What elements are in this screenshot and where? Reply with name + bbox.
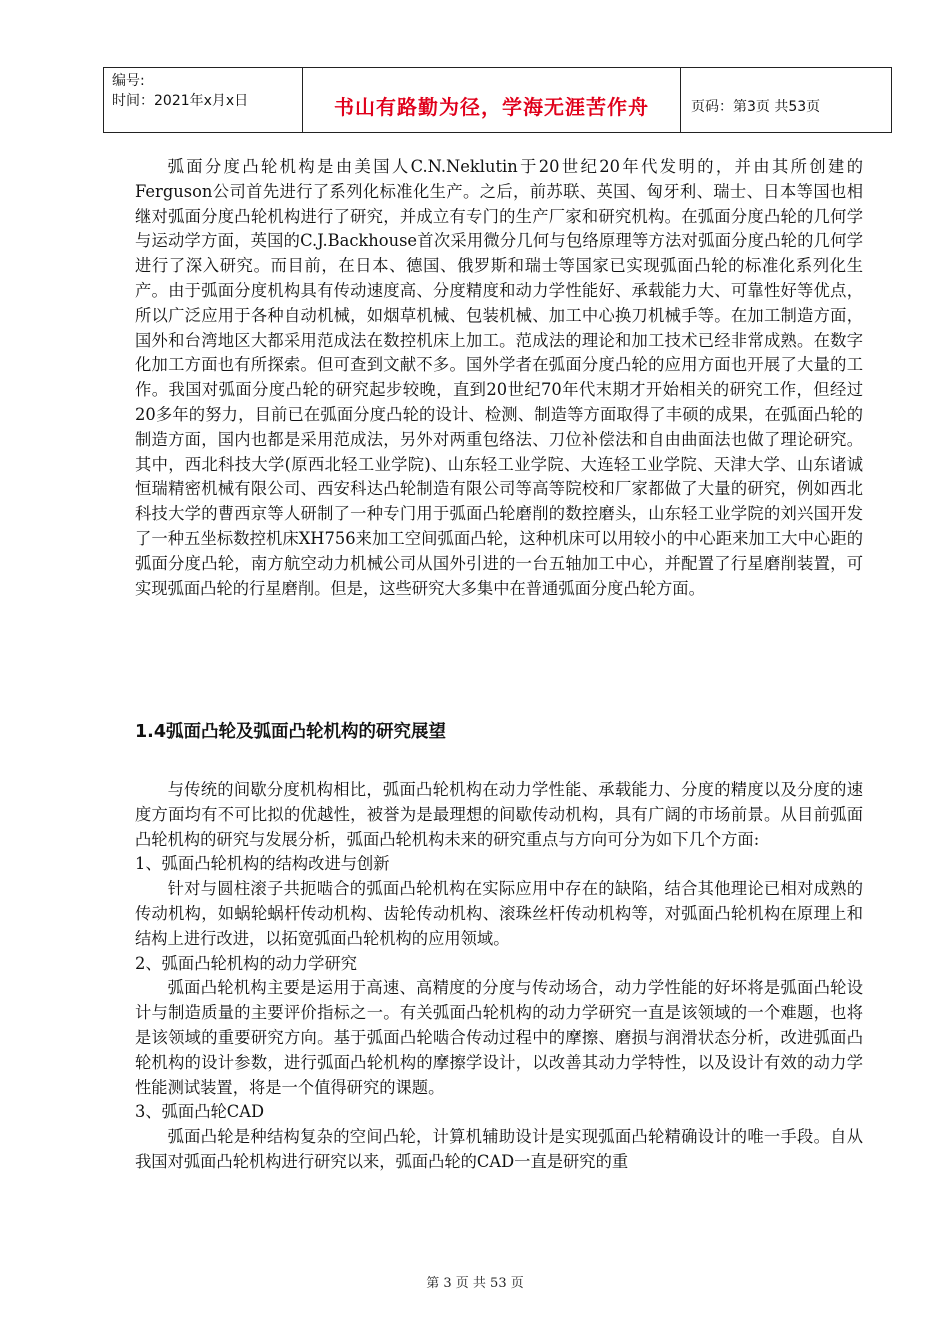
page-header [103, 67, 892, 133]
header-meta [104, 68, 303, 132]
item3-title: 3、弧面凸轮CAD [135, 1102, 265, 1122]
section-content [135, 778, 863, 1175]
time-label: 时间：2021年x月x日 [112, 93, 249, 109]
main-content [135, 155, 863, 601]
section-heading: 1.4弧面凸轮及弧面凸轮机构的研究展望 [135, 722, 446, 742]
item1-text: 针对与圆柱滚子共扼啮合的弧面凸轮机构在实际应用中存在的缺陷，结合其他理论已相对成熟的传动机构，如蜗轮蜗杆传动机构、齿轮传动机构、滚珠丝杆传动机构等，对弧面凸轮机构在原理上和结构上进行改进，以拓宽弧面凸轮机构的应用领域。 [135, 879, 863, 948]
paragraph-history: 弧面分度凸轮机构是由美国人C.N.Neklutin于20世纪20年代发明的，并由其所创建的Ferguson公司首先进行了系列化标准化生产。之后，前苏联、英国、匈牙利、瑞士、日本等国也相继对弧面分度凸轮机构进行了研究，并成立有专门的生产厂家和研究机构。在弧面分度凸轮的几何学与运动学方面，英国的C.J.Backhouse首次采用微分几何与包络原理等方法对弧面分度凸轮的几何学进行了深入研究。而目前，在日本、德国、俄罗斯和瑞士等国家已实现弧面凸轮的标准化系列化生产。由于弧面分度机构具有传动速度高、分度精度和动力学性能好、承载能力大、可靠性好等优点，所以广泛应用于各种自动机械，如烟草机械、包装机械、加工中心换刀机械手等。在加工制造方面，国外和台湾地区大都采用范成法在数控机床上加工。范成法的理论和加工技术已经非常成熟。在数字化加工方面也有所探索。但可查到文献不多。国外学者在弧面分度凸轮的应用方面也开展了大量的工作。我国对弧面分度凸轮的研究起步较晚，直到20世纪70年代末期才开始相关的研究工作，但经过20多年的努力，目前已在弧面分度凸轮的设计、检测、制造等方面取得了丰硕的成果，在弧面凸轮的制造方面，国内也都是采用范成法，另外对两重包络法、刀位补偿法和自由曲面法也做了理论研究。其中，西北科技大学(原西北轻工业学院)、山东轻工业学院、大连轻工业学院、天津大学、山东诸诚恒瑞精密机械有限公司、西安科达凸轮制造有限公司等高等院校和厂家都做了大量的研究，例如西北科技大学的曹西京等人研制了一种专门用于弧面凸轮磨削的数控磨头，山东轻工业学院的刘兴国开发了一种五坐标数控机床XH756来加工空间弧面凸轮，这种机床可以用较小的中心距来加工大中心距的弧面分度凸轮，南方航空动力机械公司从国外引进的一台五轴加工中心，并配置了行星磨削装置，可实现弧面凸轮的行星磨削。但是，这些研究大多集中在普通弧面分度凸轮方面。 [135, 157, 863, 598]
item1-title: 1、弧面凸轮机构的结构改进与创新 [135, 854, 390, 874]
header-motto: 书山有路勤为径，学海无涯苦作舟 [303, 68, 681, 132]
item2-text: 弧面凸轮机构主要是运用于高速、高精度的分度与传动场合，动力学性能的好坏将是弧面凸轮设计与制造质量的主要评价指标之一。有关弧面凸轮机构的动力学研究一直是该领域的一个难题，也将是该领域的重要研究方向。基于弧面凸轮啮合传动过程中的摩擦、磨损与润滑状态分析，改进弧面凸轮机构的设计参数，进行弧面凸轮机构的摩擦学设计，以改善其动力学特性，以及设计有效的动力学性能测试装置，将是一个值得研究的课题。 [135, 978, 863, 1097]
number-label: 编号: [112, 73, 145, 89]
item3-text: 弧面凸轮是种结构复杂的空间凸轮，计算机辅助设计是实现弧面凸轮精确设计的唯一手段。自从我国对弧面凸轮机构进行研究以来，弧面凸轮的CAD一直是研究的重 [135, 1127, 863, 1171]
page-footer: 第 3 页 共 53 页 [426, 1276, 524, 1291]
paragraph-intro: 与传统的间歇分度机构相比，弧面凸轮机构在动力学性能、承载能力、分度的精度以及分度的速度方面均有不可比拟的优越性，被誉为是最理想的间歇传动机构，具有广阔的市场前景。从目前弧面凸轮机构的研究与发展分析，弧面凸轮机构未来的研究重点与方向可分为如下几个方面: [135, 780, 863, 849]
item2-title: 2、弧面凸轮机构的动力学研究 [135, 953, 358, 973]
header-page-info: 页码：第3页 共53页 [691, 99, 821, 115]
